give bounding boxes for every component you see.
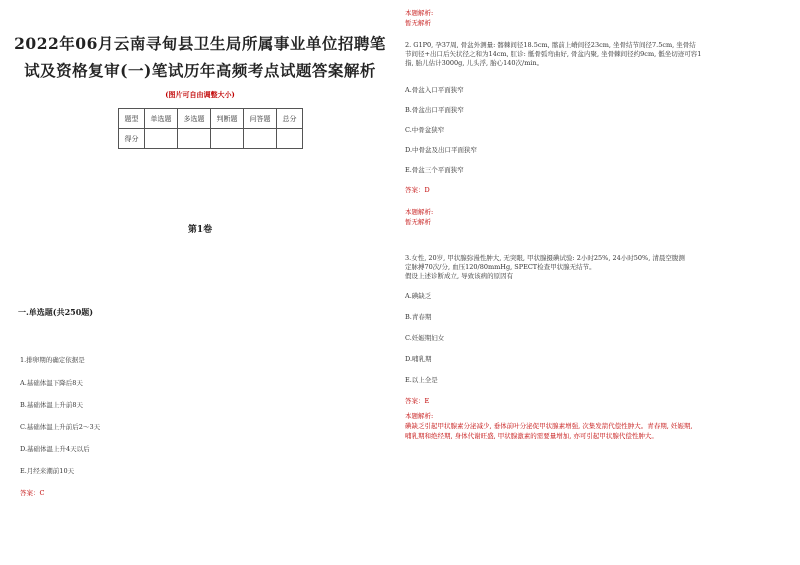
score-table-score-row [119, 129, 303, 149]
question-text: 1.排卵期的确定依据是 [20, 356, 85, 364]
analysis-label: 本题解析: [405, 9, 434, 17]
option-b: B.骨盆出口平面狭窄 [405, 105, 464, 114]
option-a: A.碘缺乏 [405, 292, 432, 300]
option-b: B.青春期 [405, 313, 432, 321]
section-heading: 一.单选题(共250题) [18, 307, 94, 317]
score-cell [277, 129, 303, 149]
right-column [405, 8, 790, 441]
answer: 答案：D [405, 185, 430, 194]
question-text-line: 定脉搏70次/分, 血压120/80mmHg, SPECT检查甲状腺无结节。 [405, 263, 596, 271]
option-e: E.骨盆三个平面狭窄 [405, 165, 464, 174]
analysis-label: 本题解析: [405, 207, 434, 216]
question-text-line: 3.女性, 20岁, 甲状腺弥漫性肿大, 无突眼, 甲状腺摄碘试验: 2小时25%, 24小时50%, 清晨空腹测 [405, 254, 685, 262]
option-d: D.中骨盆及出口平面狭窄 [405, 145, 478, 154]
score-row-label: 得分 [119, 129, 145, 149]
document-title: 2022年06月云南寻甸县卫生局所属事业单位招聘笔试及资格复审(一)笔试历年高频考点试题答案解析 [14, 34, 386, 80]
question-text-line: 2. G1P0, 孕37周, 骨盆外测量: 髂棘间径18.5cm, 髂前上嵴间径23cm, 坐骨结节间径7.5cm, 坐骨结 [405, 40, 696, 49]
image-resize-note: (图片可自由调整大小) [165, 90, 235, 99]
score-header-multi: 多选题 [178, 109, 211, 129]
analysis-text: 暂无解析 [405, 19, 431, 27]
question-2 [405, 41, 790, 228]
option-e: E.以上全是 [405, 376, 438, 384]
analysis-text-line: 哺乳期和绝经期, 身体代谢旺盛, 甲状腺激素的需要量增加, 亦可引起甲状腺代偿性肿大。 [405, 431, 658, 440]
score-cell [244, 129, 277, 149]
answer: 答案：E [405, 397, 430, 405]
option-e: E.月经来潮前10天 [20, 467, 75, 475]
option-d: D.基础体温上升4天以后 [20, 445, 90, 453]
question-3 [405, 254, 790, 441]
volume-heading: 第1卷 [187, 225, 213, 235]
question-1 [20, 356, 390, 497]
answer: 答案：C [20, 489, 45, 497]
score-cell [145, 129, 178, 149]
option-c: C.妊娠期妇女 [405, 334, 445, 342]
score-header-single: 单选题 [145, 109, 178, 129]
question-text-line: 假设上述诊断成立, 导致该病的原因有 [405, 272, 514, 280]
option-c: C.中骨盆狭窄 [405, 125, 445, 134]
analysis-text-line: 碘缺乏引起甲状腺素分泌减少, 垂体前叶分泌促甲状腺素增强, 次集发箭代偿性肿大。青春期, 妊娠期, [405, 422, 693, 430]
option-a: A.基础体温下降后8天 [20, 379, 83, 387]
score-table [118, 108, 303, 149]
left-column [10, 30, 390, 497]
option-d: D.哺乳期 [405, 355, 432, 363]
score-cell [211, 129, 244, 149]
option-b: B.基础体温上升前8天 [20, 401, 83, 409]
score-cell [178, 129, 211, 149]
score-header-qa: 问答题 [244, 109, 277, 129]
score-header-type: 题型 [119, 109, 145, 129]
question-text-line: 节间径+出口后矢状径之和为14cm, 肛诊: 骶骨弧弯曲好, 骨盆内聚, 坐骨棘间径约9cm, 骶坐切迹可容1 [405, 49, 702, 58]
analysis-label: 本题解析: [405, 412, 434, 420]
score-header-judge: 判断题 [211, 109, 244, 129]
score-header-total: 总分 [277, 109, 303, 129]
question-text-line: 指, 胎儿估计3000g, 儿头浮, 胎心140次/min。 [405, 58, 544, 67]
score-table-header-row [119, 109, 303, 129]
analysis-text: 暂无解析 [405, 217, 431, 226]
option-c: C.基础体温上升前后2～3天 [20, 423, 101, 431]
option-a: A.骨盆入口平面狭窄 [405, 85, 464, 94]
